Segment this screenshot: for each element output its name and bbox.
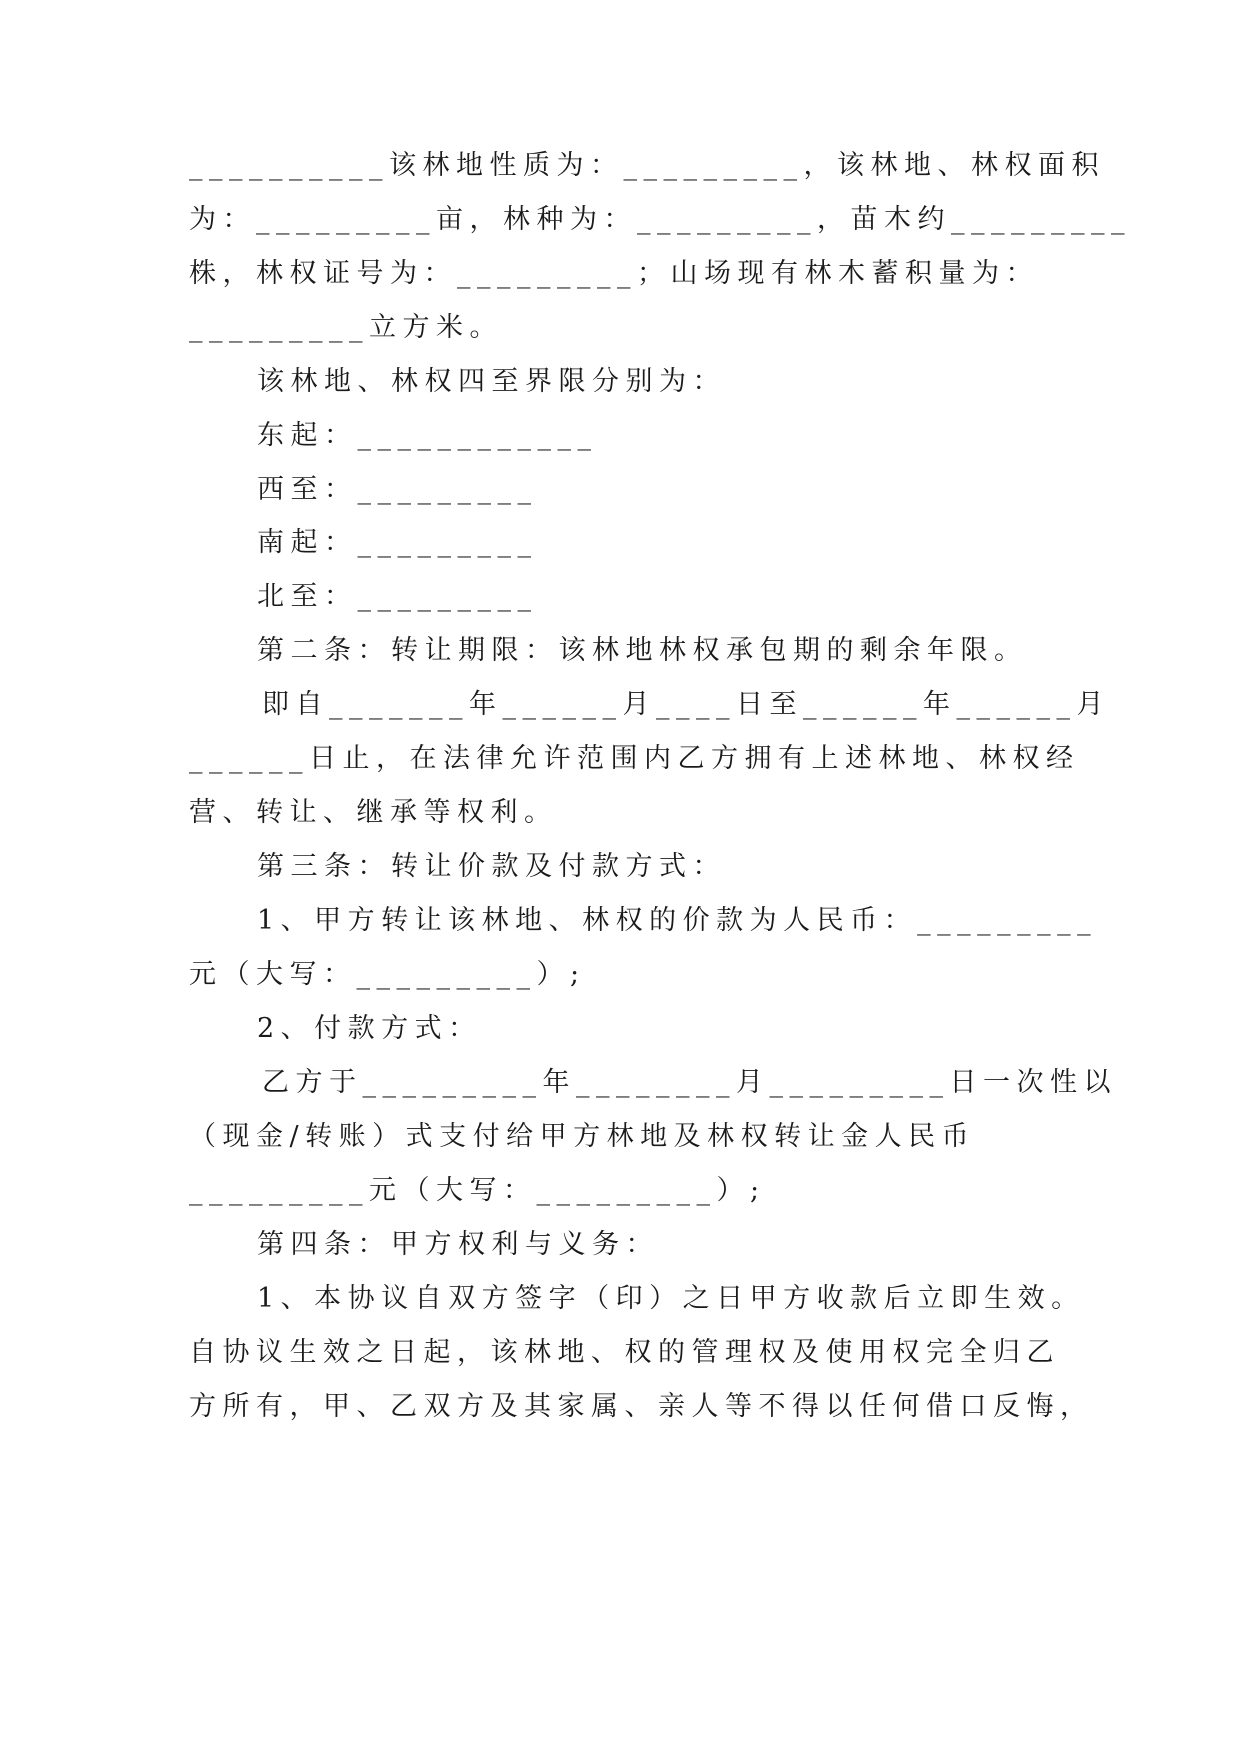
text-line-13: 营、转让、继承等权利。	[189, 797, 558, 828]
text-line-3: 株，林权证号为：_________；山场现有林木蓄积量为：	[189, 258, 1039, 289]
text-line-18: 乙方于_________年________月_________日一次性以	[262, 1067, 1117, 1098]
payment-method-heading: 2、付款方式：	[257, 1013, 482, 1044]
text-line-1: __________该林地性质为：_________，该林地、林权面积	[189, 150, 1105, 181]
text-line-19: （现金/转账）式支付给甲方林地及林权转让金人民币	[189, 1121, 976, 1152]
text-line-15: 1、甲方转让该林地、林权的价款为人民币：_________	[257, 905, 1098, 936]
text-line-20: _________元（大写：_________）;	[189, 1175, 766, 1206]
boundary-north: 北至：_________	[257, 581, 538, 612]
text-line-11: 即自_______年______月____日至______年______月	[262, 689, 1110, 720]
text-line-12: ______日止，在法律允许范围内乙方拥有上述林地、林权经	[189, 743, 1080, 774]
boundaries-heading: 该林地、林权四至界限分别为：	[257, 366, 726, 397]
text-line-22: 1、本协议自双方签字（印）之日甲方收款后立即生效。	[257, 1283, 1085, 1314]
boundary-south: 南起：_________	[257, 527, 538, 558]
article-2-heading: 第二条：转让期限：该林地林权承包期的剩余年限。	[257, 635, 1028, 666]
text-line-23: 自协议生效之日起，该林地、权的管理权及使用权完全归乙	[189, 1337, 1060, 1368]
article-4-heading: 第四条：甲方权利与义务：	[257, 1229, 659, 1260]
text-line-24: 方所有，甲、乙双方及其家属、亲人等不得以任何借口反悔，	[189, 1391, 1094, 1422]
text-line-4: _________立方米。	[189, 312, 503, 343]
text-line-2: 为：_________亩，林种为：_________，苗木约_________	[189, 204, 1131, 235]
boundary-east: 东起：____________	[257, 420, 598, 451]
article-3-heading: 第三条：转让价款及付款方式：	[257, 851, 726, 882]
text-line-16: 元（大写：_________）;	[189, 959, 586, 990]
boundary-west: 西至：_________	[257, 474, 538, 505]
